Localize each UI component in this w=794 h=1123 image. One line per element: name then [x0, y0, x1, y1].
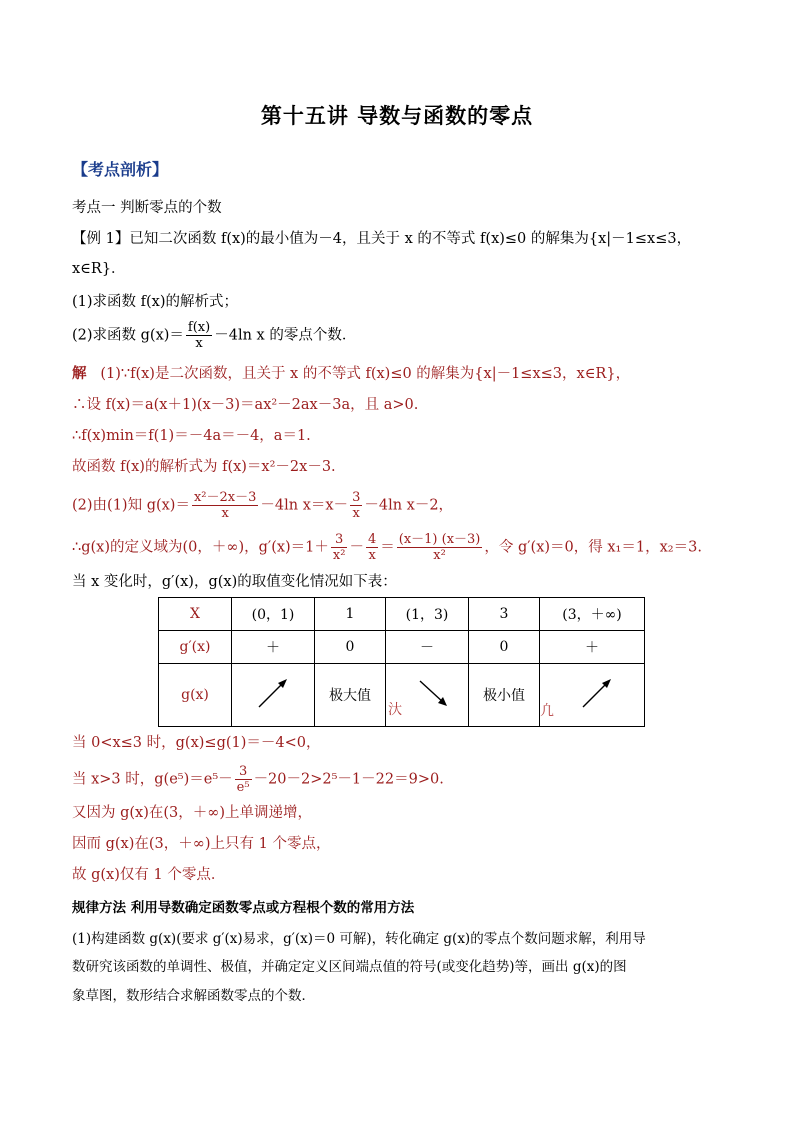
table-cell: ＋	[540, 631, 645, 664]
solution-label: 解	[72, 365, 87, 382]
table-cell: g(x)	[159, 664, 232, 727]
denominator: x²	[433, 548, 446, 563]
after-line-3: 又因为 g(x)在(3，＋∞)上单调递增，	[72, 805, 312, 821]
solution-text: (1)∵f(x)是二次函数，且关于 x 的不等式 f(x)≤0 的解集为{x|－1≤x≤3，x∈R}，	[100, 366, 631, 382]
example-1-line-2: x∈R}．	[72, 261, 126, 277]
table-cell: －	[386, 631, 469, 664]
table-cell: 极大值	[315, 664, 386, 727]
solution-line-3: ∴f(x)min＝f(1)＝－4a＝－4，a＝1.	[72, 428, 311, 444]
handwritten-mark: 凢	[540, 703, 554, 719]
question-2-prefix: (2)求函数 g(x)＝	[72, 327, 184, 344]
denominator: x	[352, 506, 360, 521]
table-cell: 3	[469, 598, 540, 631]
sol5-middle: －4ln x＝x－	[260, 497, 349, 514]
denominator: x²	[332, 548, 346, 563]
denominator: x	[221, 506, 229, 521]
fraction	[331, 532, 348, 563]
point-heading: 考点一 判断零点的个数	[72, 200, 222, 216]
question-1: (1)求函数 f(x)的解析式；	[72, 294, 239, 310]
solution-line-1	[72, 364, 630, 384]
sol6-suffix: ，令 g′(x)＝0，得 x₁＝1，x₂＝3.	[484, 539, 702, 556]
after2-prefix: 当 x>3 时，g(e⁵)＝e⁵－	[72, 771, 233, 788]
solution-line-5	[72, 490, 453, 521]
minus-sign: －	[349, 539, 364, 556]
sol6-prefix: ∴g(x)的定义域为(0，＋∞)，g′(x)＝1＋	[72, 539, 329, 556]
question-2	[72, 320, 356, 351]
table-row	[159, 631, 645, 664]
table-cell: 极小值	[469, 664, 540, 727]
solution-line-4: 故函数 f(x)的解析式为 f(x)＝x²－2x－3.	[72, 459, 336, 475]
sol5-suffix: －4ln x－2，	[364, 497, 454, 514]
numerator: (x－1) (x－3)	[398, 532, 481, 547]
example-1-line-1	[72, 229, 691, 249]
sol5-prefix: (2)由(1)知 g(x)＝	[72, 497, 190, 514]
table-cell: 0	[315, 631, 386, 664]
fraction	[350, 490, 362, 521]
fraction	[192, 490, 258, 521]
after2-suffix: －20－2>2⁵－1－22＝9>0.	[253, 771, 444, 788]
numerator: 3	[331, 532, 348, 548]
fraction	[235, 764, 252, 795]
arrow-down-icon	[414, 675, 454, 711]
solution-line-2: ∴设 f(x)＝a(x＋1)(x－3)＝ax²－2ax－3a，且 a>0.	[72, 397, 419, 413]
arrow-up-icon	[577, 673, 617, 713]
rule-title: 规律方法 利用导数确定函数零点或方程根个数的常用方法	[72, 900, 415, 916]
page-title: 第十五讲 导数与函数的零点	[260, 103, 534, 128]
table-cell: g′(x)	[159, 631, 232, 664]
table-intro: 当 x 变化时，g′(x)，g(x)的取值变化情况如下表：	[72, 574, 397, 590]
example-text: 已知二次函数 f(x)的最小值为－4，且关于 x 的不等式 f(x)≤0 的解集为{x|－1≤x≤3，	[129, 231, 692, 247]
arrow-up-icon	[253, 673, 293, 713]
table-cell: 1	[315, 598, 386, 631]
table-cell: X	[159, 598, 232, 631]
after-line-2	[72, 764, 444, 795]
rule-line-1: (1)构建函数 g(x)(要求 g′(x)易求，g′(x)＝0 可解)，转化确定 g(x)的零点个数问题求解，利用导	[72, 931, 646, 947]
fraction	[397, 532, 483, 563]
fraction	[366, 532, 378, 563]
handwritten-mark: 汏	[388, 702, 402, 718]
table-cell: 0	[469, 631, 540, 664]
denominator: x	[368, 548, 376, 563]
denominator: x	[195, 336, 203, 351]
denominator: e⁵	[236, 780, 250, 795]
fraction	[186, 320, 212, 351]
numerator: x²－2x－3	[193, 490, 257, 505]
table-cell: ＋	[232, 631, 315, 664]
example-label: 【例 1】	[72, 231, 130, 247]
table-cell: (1，3)	[386, 598, 469, 631]
question-2-suffix: －4ln x 的零点个数．	[214, 327, 357, 344]
rule-heading	[72, 897, 414, 919]
numerator: 4	[367, 532, 377, 547]
equals-sign: ＝	[380, 539, 395, 556]
rule-line-3: 象草图，数形结合求解函数零点的个数．	[72, 988, 315, 1004]
after-line-5: 故 g(x)仅有 1 个零点．	[72, 867, 226, 883]
numerator: 3	[235, 764, 252, 780]
table-cell: (3，＋∞)	[540, 598, 645, 631]
table-cell	[232, 664, 315, 727]
table-cell: (0，1)	[232, 598, 315, 631]
after-line-1: 当 0<x≤3 时，g(x)≤g(1)＝－4<0，	[72, 735, 321, 751]
rule-line-2: 数研究该函数的单调性、极值，并确定定义区间端点值的符号(或变化趋势)等，画出 g(x)的图	[72, 959, 627, 975]
numerator: 3	[352, 490, 361, 505]
numerator: f(x)	[187, 320, 211, 335]
after-line-4: 因而 g(x)在(3，＋∞)上只有 1 个零点，	[72, 836, 331, 852]
table-header-row	[159, 598, 645, 631]
solution-line-6	[72, 532, 702, 563]
table-cell	[540, 664, 645, 727]
section-heading: 【考点剖析】	[72, 160, 169, 179]
